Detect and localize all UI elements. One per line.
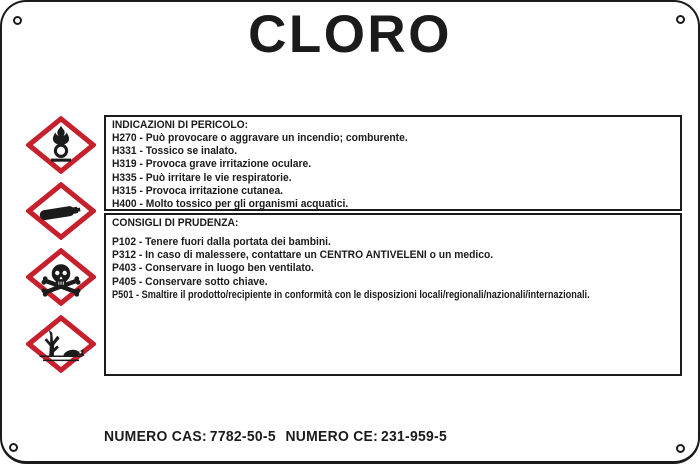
- hazard-statements-box: [104, 115, 682, 211]
- environment-hazard-icon: [26, 315, 96, 373]
- hazard-statement: H335 - Può irritare le vie respiratorie.: [112, 171, 292, 184]
- precaution-statement: P102 - Tenere fuori dalla portata dei bambini.: [112, 236, 331, 249]
- precaution-statement: P501 - Smaltire il prodotto/recipiente in conformità con le disposizioni locali/regionali/nazionali/internazionali.: [112, 288, 590, 301]
- cas-number-value: 7782-50-5: [209, 429, 276, 445]
- precaution-statement: P403 - Conservare in luogo ben ventilato.: [112, 262, 314, 275]
- precautionary-statements-box: [104, 213, 682, 376]
- hazard-statement: H331 - Tossico se inalato.: [112, 145, 238, 158]
- precaution-statement: P312 - In caso di malessere, contattare un CENTRO ANTIVELENI o un medico.: [112, 249, 494, 262]
- flame-over-circle-icon: [26, 116, 96, 174]
- hazard-heading: INDICAZIONI DI PERICOLO:: [112, 119, 249, 131]
- ce-number-label: NUMERO CE:: [285, 429, 379, 445]
- ce-number-value: 231-959-5: [380, 429, 448, 445]
- skull-crossbones-icon: [26, 248, 96, 306]
- sign-title: CLORO: [248, 5, 452, 64]
- cas-number-label: NUMERO CAS:: [104, 429, 207, 445]
- mounting-hole-bottom-right: [676, 444, 685, 453]
- mounting-hole-bottom-left: [9, 443, 18, 452]
- gas-cylinder-icon: [26, 182, 96, 240]
- hazard-statement: H400 - Molto tossico per gli organismi acquatici.: [112, 197, 349, 210]
- hazard-statement: H315 - Provoca irritazione cutanea.: [112, 184, 284, 197]
- registry-numbers: [104, 429, 447, 445]
- precaution-heading: CONSIGLI DI PRUDENZA:: [112, 217, 239, 229]
- precaution-statement: P405 - Conservare sotto chiave.: [112, 275, 268, 288]
- hazard-statement: H270 - Può provocare o aggravare un incendio; comburente.: [112, 132, 408, 145]
- hazard-statement: H319 - Provoca grave irritazione oculare.: [112, 158, 312, 171]
